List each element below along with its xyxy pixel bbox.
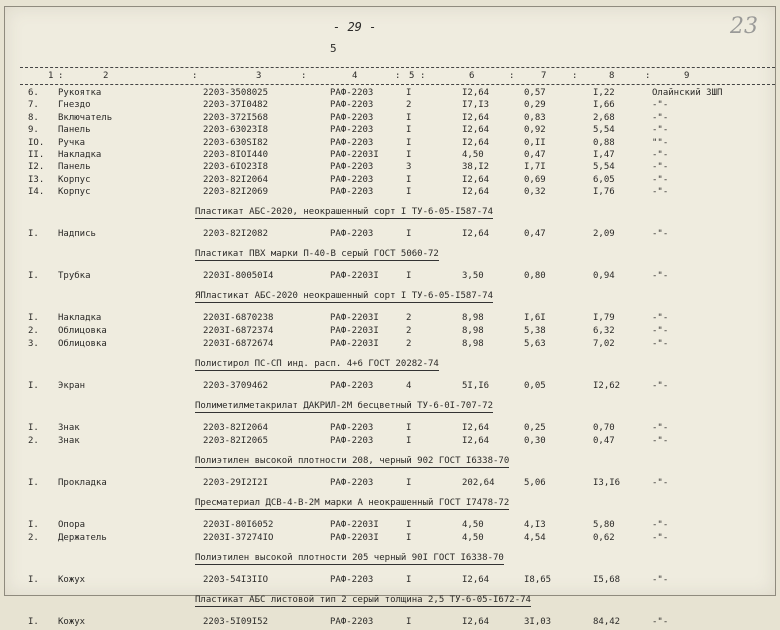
value-col-8: 0,62 bbox=[593, 532, 615, 543]
model-code: РАФ-2203 bbox=[330, 422, 374, 433]
material-section-heading: Пластикат ПВХ марки П-40-В серый ГОСТ 5060-72 bbox=[195, 249, 439, 260]
value-col-7: 0,69 bbox=[524, 174, 546, 185]
quantity: I bbox=[406, 88, 412, 98]
row-number: I. bbox=[28, 422, 39, 433]
value-col-8: I,79 bbox=[593, 313, 615, 324]
row-number: I4. bbox=[28, 187, 45, 198]
material-section-heading: Пластикат АБС-2020, неокрашенный сорт I ТУ-6-05-I587-74 bbox=[195, 207, 494, 218]
supplier-note: -"- bbox=[652, 271, 669, 282]
value-col-6: 4,50 bbox=[462, 532, 484, 543]
value-col-6: 8,98 bbox=[462, 326, 484, 337]
part-name: Кожух bbox=[58, 616, 86, 627]
table-row bbox=[0, 478, 780, 491]
table-row bbox=[0, 381, 780, 394]
value-col-7: 4,I3 bbox=[524, 519, 546, 530]
value-col-7: 0,29 bbox=[524, 100, 546, 111]
part-code: 2203-54I3IIO bbox=[203, 574, 269, 585]
supplier-note: -"- bbox=[652, 162, 669, 173]
value-col-7: 0,25 bbox=[524, 422, 546, 433]
model-code: РАФ-2203I bbox=[330, 532, 379, 543]
quantity: I bbox=[406, 574, 412, 585]
col-header-4: 4 bbox=[352, 71, 358, 81]
value-col-7: I,7I bbox=[524, 162, 546, 173]
supplier-note: Олайнский ЗШП bbox=[652, 88, 723, 98]
quantity: I bbox=[406, 422, 412, 433]
sub-page-number: 5 bbox=[330, 42, 337, 55]
quantity: I bbox=[406, 271, 412, 282]
supplier-note: -"- bbox=[652, 422, 669, 433]
col-header-8: 8 bbox=[609, 71, 615, 81]
part-name: Экран bbox=[58, 380, 86, 391]
model-code: РАФ-2203I bbox=[330, 338, 379, 349]
part-name: Прокладка bbox=[58, 477, 107, 488]
table-row bbox=[0, 150, 780, 163]
supplier-note: -"- bbox=[652, 532, 669, 543]
row-number: 2. bbox=[28, 532, 39, 543]
row-number: 2. bbox=[28, 435, 39, 446]
value-col-8: 6,05 bbox=[593, 174, 615, 185]
value-col-7: 0,47 bbox=[524, 150, 546, 160]
value-col-6: I2,64 bbox=[462, 137, 490, 148]
quantity: I bbox=[406, 435, 412, 446]
model-code: РАФ-2203 bbox=[330, 174, 374, 185]
part-name: Корпус bbox=[58, 174, 91, 185]
model-code: РАФ-2203I bbox=[330, 519, 379, 530]
part-code: 2203-8IOI440 bbox=[203, 150, 269, 160]
part-name: Включатель bbox=[58, 112, 113, 123]
col-header-5: 5 bbox=[409, 71, 415, 81]
material-section-heading: Полистирол ПС-СП инд. расп. 4+6 ГОСТ 20282-74 bbox=[195, 358, 439, 369]
value-col-7: 0,80 bbox=[524, 271, 546, 282]
part-name: Надпись bbox=[58, 229, 96, 240]
table-row bbox=[0, 339, 780, 352]
value-col-8: I3,I6 bbox=[593, 477, 621, 488]
model-code: РАФ-2203 bbox=[330, 100, 374, 111]
part-name: Гнездо bbox=[58, 100, 91, 111]
material-section-heading: Полиэтилен высокой плотности 205 черный 90I ГОСТ I6338-70 bbox=[195, 552, 504, 563]
value-col-6: 202,64 bbox=[462, 477, 495, 488]
table-row bbox=[0, 575, 780, 588]
part-name: Держатель bbox=[58, 532, 107, 543]
part-code: 2203-82I2064 bbox=[203, 422, 269, 433]
part-code: 2203-630SI82 bbox=[203, 137, 269, 148]
value-col-6: 4,50 bbox=[462, 519, 484, 530]
model-code: РАФ-2203 bbox=[330, 137, 374, 148]
table-row bbox=[0, 125, 780, 138]
page-number: - 29 - bbox=[333, 20, 377, 34]
part-code: 2203-6IO23I8 bbox=[203, 162, 269, 173]
part-code: 2203-3508025 bbox=[203, 88, 269, 98]
table-row bbox=[0, 423, 780, 436]
value-col-8: 2,09 bbox=[593, 229, 615, 240]
model-code: РАФ-2203 bbox=[330, 616, 374, 627]
value-col-8: 5,54 bbox=[593, 125, 615, 136]
part-name: Трубка bbox=[58, 271, 91, 282]
value-col-8: 7,02 bbox=[593, 338, 615, 349]
table-row bbox=[0, 113, 780, 126]
model-code: РАФ-2203 bbox=[330, 574, 374, 585]
part-code: 2203-37I0482 bbox=[203, 100, 269, 111]
col-sep: : bbox=[58, 71, 64, 81]
model-code: РАФ-2203 bbox=[330, 229, 374, 240]
col-header-7: 7 bbox=[541, 71, 547, 81]
part-name: Знак bbox=[58, 435, 80, 446]
model-code: РАФ-2203I bbox=[330, 326, 379, 337]
part-code: 2203-63023I8 bbox=[203, 125, 269, 136]
value-col-6: 38,I2 bbox=[462, 162, 490, 173]
value-col-8: 2,68 bbox=[593, 112, 615, 123]
value-col-8: 5,80 bbox=[593, 519, 615, 530]
quantity: 2 bbox=[406, 313, 412, 324]
col-sep: : bbox=[572, 71, 578, 81]
material-section-heading: Полиметилметакрилат ДАКРИЛ-2М бесцветный ТУ-6-0I-707-72 bbox=[195, 400, 494, 411]
quantity: I bbox=[406, 187, 412, 198]
supplier-note: -"- bbox=[652, 150, 669, 160]
supplier-note: ""- bbox=[652, 137, 669, 148]
supplier-note: -"- bbox=[652, 574, 669, 585]
value-col-8: I,47 bbox=[593, 150, 615, 160]
col-header-6: 6 bbox=[469, 71, 475, 81]
value-col-8: I,22 bbox=[593, 88, 615, 98]
row-number: 7. bbox=[28, 100, 39, 111]
col-header-9: 9 bbox=[684, 71, 690, 81]
quantity: 2 bbox=[406, 326, 412, 337]
value-col-6: I2,64 bbox=[462, 187, 490, 198]
value-col-6: I2,64 bbox=[462, 435, 490, 446]
part-code: 2203-372I568 bbox=[203, 112, 269, 123]
part-name: Знак bbox=[58, 422, 80, 433]
table-row bbox=[0, 271, 780, 284]
value-col-7: 0,05 bbox=[524, 380, 546, 391]
part-name: Накладка bbox=[58, 313, 102, 324]
part-code: 2203I-37274IO bbox=[203, 532, 274, 543]
row-number: I. bbox=[28, 313, 39, 324]
table-row bbox=[0, 436, 780, 449]
part-code: 2203I-6872674 bbox=[203, 338, 274, 349]
row-number: I. bbox=[28, 477, 39, 488]
model-code: РАФ-2203I bbox=[330, 271, 379, 282]
material-section-heading: Пресматериал ДСВ-4-В-2М марки А неокрашенный ГОСТ I7478-72 bbox=[195, 497, 510, 508]
model-code: РАФ-2203 bbox=[330, 125, 374, 136]
quantity: I bbox=[406, 477, 412, 488]
supplier-note: -"- bbox=[652, 338, 669, 349]
value-col-6: I2,64 bbox=[462, 112, 490, 123]
quantity: 2 bbox=[406, 100, 412, 111]
archive-stamp-number: 23 bbox=[730, 14, 758, 39]
part-name: Панель bbox=[58, 162, 91, 173]
value-col-8: I5,68 bbox=[593, 574, 621, 585]
part-code: 2203I-80050I4 bbox=[203, 271, 274, 282]
quantity: 4 bbox=[406, 380, 412, 391]
table-row bbox=[0, 162, 780, 175]
row-number: II. bbox=[28, 150, 45, 160]
value-col-8: I,66 bbox=[593, 100, 615, 111]
quantity: I bbox=[406, 137, 412, 148]
row-number: I. bbox=[28, 271, 39, 282]
quantity: I bbox=[406, 125, 412, 136]
table-row bbox=[0, 617, 780, 630]
col-header-3: 3 bbox=[256, 71, 262, 81]
row-number: 8. bbox=[28, 112, 39, 123]
supplier-note: -"- bbox=[652, 616, 669, 627]
model-code: РАФ-2203 bbox=[330, 162, 374, 173]
table-row bbox=[0, 533, 780, 546]
part-name: Кожух bbox=[58, 574, 86, 585]
value-col-6: I2,64 bbox=[462, 174, 490, 185]
value-col-7: 0,92 bbox=[524, 125, 546, 136]
value-col-7: 5,63 bbox=[524, 338, 546, 349]
part-name: Облицовка bbox=[58, 326, 107, 337]
value-col-6: I2,64 bbox=[462, 616, 490, 627]
column-header-row bbox=[0, 71, 780, 83]
value-col-6: I2,64 bbox=[462, 88, 490, 98]
part-name: Панель bbox=[58, 125, 91, 136]
col-header-2: 2 bbox=[103, 71, 109, 81]
value-col-8: I2,62 bbox=[593, 380, 621, 391]
table-row bbox=[0, 229, 780, 242]
supplier-note: -"- bbox=[652, 174, 669, 185]
supplier-note: -"- bbox=[652, 313, 669, 324]
part-code: 2203-29I2I2I bbox=[203, 477, 269, 488]
value-col-8: 5,54 bbox=[593, 162, 615, 173]
quantity: I bbox=[406, 532, 412, 543]
supplier-note: -"- bbox=[652, 125, 669, 136]
material-section-heading: ЯПластикат АБС-2020 неокрашенный сорт I ТУ-6-05-I587-74 bbox=[195, 291, 494, 302]
value-col-7: I8,65 bbox=[524, 574, 552, 585]
value-col-8: I,76 bbox=[593, 187, 615, 198]
value-col-7: 0,57 bbox=[524, 88, 546, 98]
part-code: 2203-3709462 bbox=[203, 380, 269, 391]
value-col-8: 6,32 bbox=[593, 326, 615, 337]
part-name: Накладка bbox=[58, 150, 102, 160]
model-code: РАФ-2203 bbox=[330, 112, 374, 123]
value-col-7: 4,54 bbox=[524, 532, 546, 543]
value-col-7: I,6I bbox=[524, 313, 546, 324]
col-sep: : bbox=[395, 71, 401, 81]
row-number: I3. bbox=[28, 174, 45, 185]
value-col-8: 0,88 bbox=[593, 137, 615, 148]
quantity: I bbox=[406, 519, 412, 530]
value-col-7: 0,30 bbox=[524, 435, 546, 446]
value-col-7: 0,47 bbox=[524, 229, 546, 240]
row-number: IO. bbox=[28, 137, 45, 148]
quantity: I bbox=[406, 616, 412, 627]
model-code: РАФ-2203I bbox=[330, 313, 379, 324]
col-sep: : bbox=[509, 71, 515, 81]
col-sep: : bbox=[301, 71, 307, 81]
value-col-6: 8,98 bbox=[462, 338, 484, 349]
quantity: 3 bbox=[406, 162, 412, 173]
row-number: I. bbox=[28, 519, 39, 530]
supplier-note: -"- bbox=[652, 326, 669, 337]
value-col-6: I2,64 bbox=[462, 574, 490, 585]
row-number: I. bbox=[28, 229, 39, 240]
col-header-1: 1 bbox=[48, 71, 54, 81]
supplier-note: -"- bbox=[652, 519, 669, 530]
quantity: I bbox=[406, 150, 412, 160]
header-top-rule bbox=[20, 67, 775, 68]
row-number: 9. bbox=[28, 125, 39, 136]
value-col-6: 4,50 bbox=[462, 150, 484, 160]
supplier-note: -"- bbox=[652, 187, 669, 198]
supplier-note: -"- bbox=[652, 112, 669, 123]
header-bottom-rule bbox=[20, 84, 775, 85]
value-col-6: I2,64 bbox=[462, 422, 490, 433]
supplier-note: -"- bbox=[652, 435, 669, 446]
part-name: Корпус bbox=[58, 187, 91, 198]
table-row bbox=[0, 88, 780, 101]
supplier-note: -"- bbox=[652, 380, 669, 391]
row-number: 3. bbox=[28, 338, 39, 349]
part-code: 2203I-80I6052 bbox=[203, 519, 274, 530]
row-number: 6. bbox=[28, 88, 39, 98]
table-row bbox=[0, 520, 780, 533]
quantity: I bbox=[406, 112, 412, 123]
part-code: 2203-82I2064 bbox=[203, 174, 269, 185]
part-code: 2203-82I2065 bbox=[203, 435, 269, 446]
value-col-8: 84,42 bbox=[593, 616, 621, 627]
row-number: 2. bbox=[28, 326, 39, 337]
model-code: РАФ-2203 bbox=[330, 187, 374, 198]
value-col-8: 0,47 bbox=[593, 435, 615, 446]
material-section-heading: Полиэтилен высокой плотности 208, черный 902 ГОСТ I6338-70 bbox=[195, 455, 510, 466]
row-number: I. bbox=[28, 574, 39, 585]
material-section-heading: Пластикат АБС листовой тип 2 серый толщина 2,5 ТУ-6-05-I672-74 bbox=[195, 594, 531, 605]
col-sep: : bbox=[645, 71, 651, 81]
table-row bbox=[0, 187, 780, 200]
value-col-7: 5,38 bbox=[524, 326, 546, 337]
table-row bbox=[0, 313, 780, 326]
value-col-7: 0,II bbox=[524, 137, 546, 148]
supplier-note: -"- bbox=[652, 229, 669, 240]
supplier-note: -"- bbox=[652, 477, 669, 488]
value-col-6: 8,98 bbox=[462, 313, 484, 324]
model-code: РАФ-2203 bbox=[330, 88, 374, 98]
col-sep: : bbox=[192, 71, 198, 81]
table-row bbox=[0, 175, 780, 188]
model-code: РАФ-2203 bbox=[330, 477, 374, 488]
part-name: Ручка bbox=[58, 137, 86, 148]
table-row bbox=[0, 100, 780, 113]
value-col-7: 3I,03 bbox=[524, 616, 552, 627]
quantity: I bbox=[406, 174, 412, 185]
row-number: I2. bbox=[28, 162, 45, 173]
table-row bbox=[0, 326, 780, 339]
part-name: Облицовка bbox=[58, 338, 107, 349]
part-code: 2203-82I2082 bbox=[203, 229, 269, 240]
value-col-6: I2,64 bbox=[462, 125, 490, 136]
value-col-6: I2,64 bbox=[462, 229, 490, 240]
value-col-6: I7,I3 bbox=[462, 100, 490, 111]
value-col-8: 0,70 bbox=[593, 422, 615, 433]
value-col-7: 5,06 bbox=[524, 477, 546, 488]
model-code: РАФ-2203I bbox=[330, 150, 379, 160]
model-code: РАФ-2203 bbox=[330, 380, 374, 391]
col-sep: : bbox=[420, 71, 426, 81]
part-name: Опора bbox=[58, 519, 86, 530]
quantity: I bbox=[406, 229, 412, 240]
part-name: Рукоятка bbox=[58, 88, 102, 98]
value-col-8: 0,94 bbox=[593, 271, 615, 282]
value-col-6: 3,50 bbox=[462, 271, 484, 282]
value-col-7: 0,32 bbox=[524, 187, 546, 198]
part-code: 2203-5I09I52 bbox=[203, 616, 269, 627]
part-code: 2203I-6870238 bbox=[203, 313, 274, 324]
row-number: I. bbox=[28, 616, 39, 627]
row-number: I. bbox=[28, 380, 39, 391]
part-code: 2203-82I2069 bbox=[203, 187, 269, 198]
supplier-note: -"- bbox=[652, 100, 669, 111]
table-row bbox=[0, 138, 780, 151]
value-col-7: 0,83 bbox=[524, 112, 546, 123]
quantity: 2 bbox=[406, 338, 412, 349]
value-col-6: 5I,I6 bbox=[462, 380, 490, 391]
model-code: РАФ-2203 bbox=[330, 435, 374, 446]
part-code: 2203I-6872374 bbox=[203, 326, 274, 337]
